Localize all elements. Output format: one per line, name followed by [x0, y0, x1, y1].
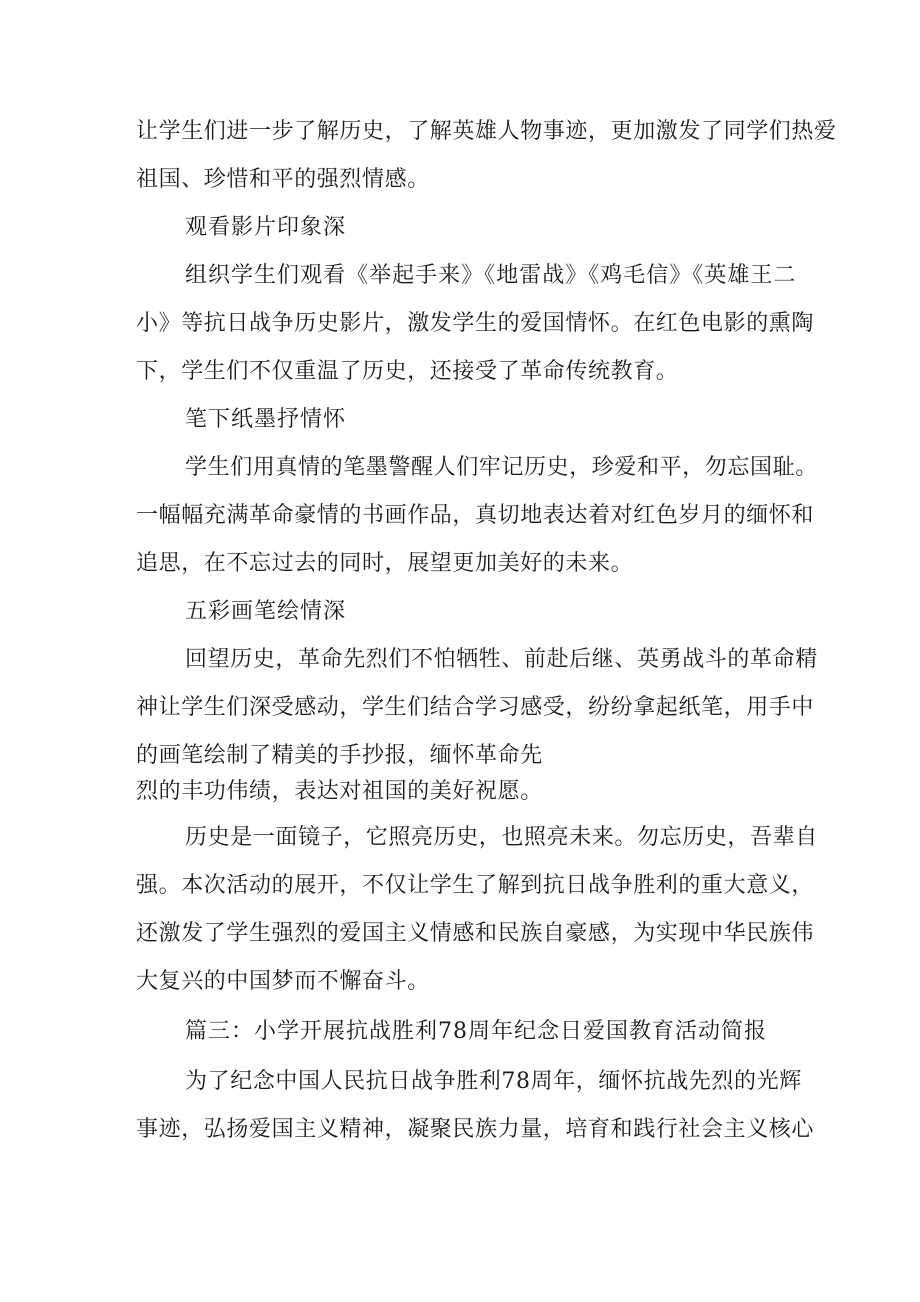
paragraph-line: 为了纪念中国人民抗日战争胜利78周年，缅怀抗战先烈的光辉	[185, 1069, 802, 1094]
paragraph-line: 的画笔绘制了精美的手抄报，缅怀革命先	[136, 743, 543, 768]
paragraph-line: 回望历史，革命先烈们不怕牺牲、前赴后继、英勇战斗的革命精	[185, 647, 818, 672]
paragraph-line: 强。本次活动的展开，不仅让学生了解到抗日战争胜利的重大意义，	[136, 873, 815, 898]
section-heading: 笔下纸墨抒情怀	[185, 407, 347, 432]
paragraph-line: 烈的丰功伟绩，表达对祖国的美好祝愿。	[136, 779, 543, 804]
paragraph-line: 组织学生们观看《举起手来》《地雷战》《鸡毛信》《英雄王二	[185, 263, 796, 288]
paragraph-line: 一幅幅充满革命豪情的书画作品，真切地表达着对红色岁月的缅怀和	[136, 503, 815, 528]
paragraph-line: 让学生们进一步了解历史，了解英雄人物事迹，更加激发了同学们热爱	[136, 119, 837, 144]
paragraph-line: 小》等抗日战争历史影片，激发学生的爱国情怀。在红色电影的熏陶	[136, 311, 815, 336]
paragraph-line: 下，学生们不仅重温了历史，还接受了革命传统教育。	[136, 359, 679, 384]
paragraph-line: 历史是一面镜子，它照亮历史，也照亮未来。勿忘历史，吾辈自	[185, 825, 818, 850]
paragraph-line: 还激发了学生强烈的爱国主义情感和民族自豪感，为实现中华民族伟	[136, 921, 815, 946]
section-heading: 观看影片印象深	[185, 215, 347, 240]
part-title: 篇三：小学开展抗战胜利78周年纪念日爱国教育活动简报	[185, 1019, 767, 1044]
paragraph-line: 祖国、珍惜和平的强烈情感。	[136, 167, 430, 192]
paragraph-line: 神让学生们深受感动，学生们结合学习感受，纷纷拿起纸笔，用手中	[136, 695, 815, 720]
paragraph-line: 学生们用真情的笔墨警醒人们牢记历史，珍爱和平，勿忘国耻。	[185, 455, 818, 480]
section-heading: 五彩画笔绘情深	[185, 599, 347, 624]
paragraph-line: 追思，在不忘过去的同时，展望更加美好的未来。	[136, 551, 634, 576]
paragraph-line: 大复兴的中国梦而不懈奋斗。	[136, 969, 430, 994]
paragraph-line: 事迹，弘扬爱国主义精神，凝聚民族力量，培育和践行社会主义核心	[136, 1117, 815, 1142]
